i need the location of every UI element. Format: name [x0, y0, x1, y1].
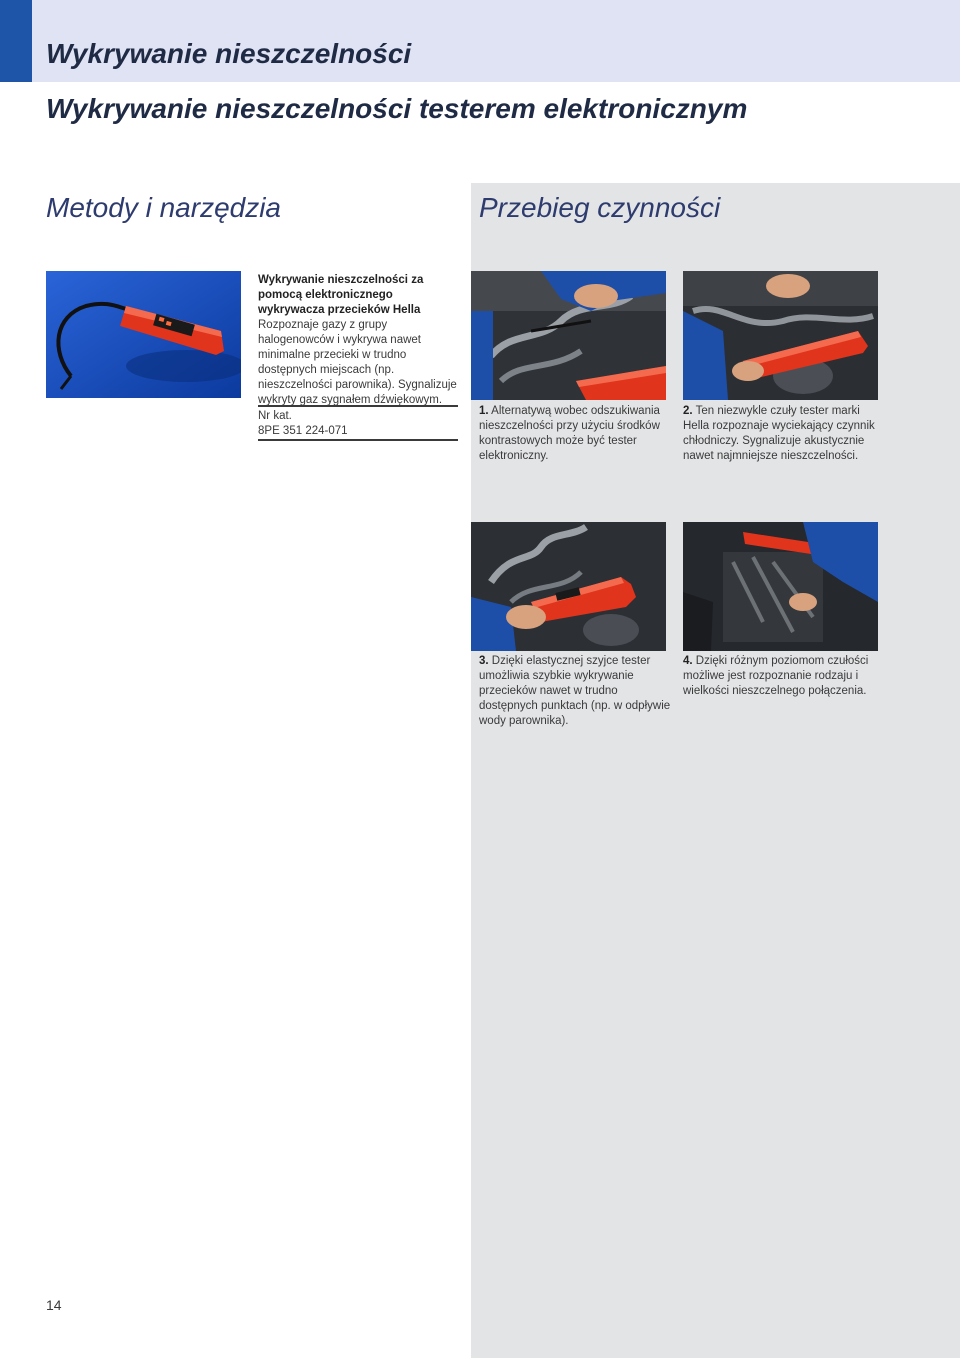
step-4-number: 4. — [683, 655, 693, 667]
step-4-photo — [683, 522, 878, 651]
step-3-text: Dzięki elastycznej szyjce tester umożliwia szybkie wykrywanie przecieków nawet w trudno dostępnych punktach (np. w odpływie wody parownika). — [479, 655, 671, 727]
step-1-photo — [471, 271, 666, 400]
product-description — [258, 273, 462, 408]
catalog-block — [258, 405, 458, 441]
step-2-photo — [683, 271, 878, 400]
product-lead: Wykrywanie nieszczelności za pomocą elektronicznego wykrywacza przecieków Hella — [258, 274, 424, 316]
catalog-label: Nr kat. — [258, 410, 292, 422]
step-3-caption — [479, 654, 675, 729]
section-heading-methods: Metody i narzędzia — [46, 192, 282, 223]
step-4-caption — [683, 654, 879, 699]
section-heading-procedure: Przebieg czynności — [479, 192, 721, 223]
step-1-text: Alternatywą wobec odszukiwania nieszczelności przy użyciu środków kontrastowych może być tester elektroniczny. — [479, 405, 660, 462]
header-accent-bar — [0, 0, 32, 82]
step-2-number: 2. — [683, 405, 693, 417]
product-photo — [46, 271, 241, 398]
catalog-number: 8PE 351 224-071 — [258, 425, 348, 437]
step-1-number: 1. — [479, 405, 489, 417]
page-number: 14 — [46, 1297, 62, 1313]
step-3-photo — [471, 522, 666, 651]
step-1-caption — [479, 404, 675, 464]
step-2-text: Ten niezwykle czuły tester marki Hella rozpoznaje wyciekający czynnik chłodniczy. Sygnalizuje akustycznie nawet najmniejsze nieszczelności. — [683, 405, 875, 462]
step-4-text: Dzięki różnym poziomom czułości możliwe jest rozpoznanie rodzaju i wielkości nieszczelnego połączenia. — [683, 655, 869, 697]
step-3-number: 3. — [479, 655, 489, 667]
page-title: Wykrywanie nieszczelności — [46, 38, 412, 69]
product-text: Rozpoznaje gazy z grupy halogenowców i wykrywa nawet minimalne przecieki w trudno dostępnych miejscach (np. nieszczelności parownika). Sygnalizuje wykryty gaz sygnałem dźwiękowym. — [258, 319, 457, 406]
step-2-caption — [683, 404, 879, 464]
page-subtitle: Wykrywanie nieszczelności testerem elektronicznym — [46, 93, 748, 124]
